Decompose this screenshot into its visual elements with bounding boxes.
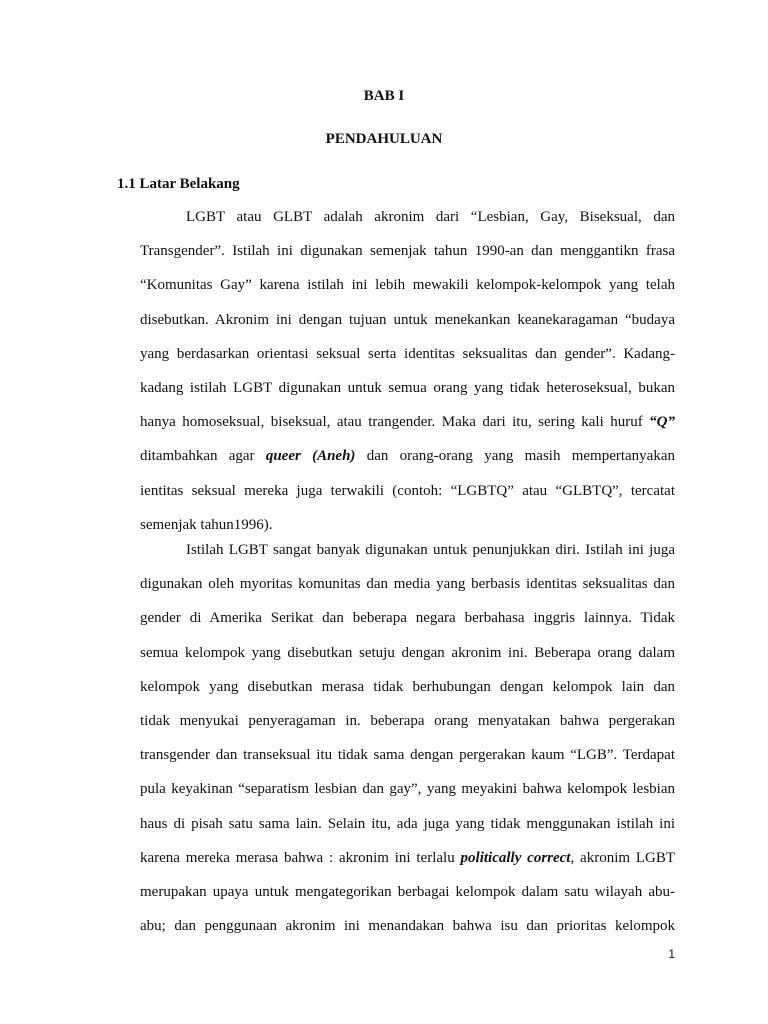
text-run: disebutkan. Akronim ini dengan tujuan untuk menekankan keanekaragaman “budaya: [140, 311, 675, 328]
text-line: [140, 405, 675, 439]
text-line: [140, 704, 675, 738]
text-run: Istilah LGBT sangat banyak digunakan untuk penunjukkan diri. Istilah ini juga: [186, 542, 675, 558]
text-line: [140, 807, 675, 841]
text-run: dan orang-orang yang masih mempertanyakan: [355, 448, 675, 465]
text-run: hanya homoseksual, biseksual, atau trangender. Maka dari itu, sering kali huruf: [140, 414, 650, 431]
text-run: Transgender”. Istilah ini digunakan semenjak tahun 1990-an dan menggantikn frasa: [140, 243, 675, 260]
emphasis-text: queer (Aneh): [265, 448, 356, 465]
text-line: [140, 371, 675, 405]
text-run: kadang istilah LGBT digunakan untuk semua orang yang tidak heteroseksual, bukan: [140, 379, 675, 396]
text-line: [140, 567, 675, 601]
text-run: semenjak tahun1996).: [140, 516, 273, 533]
text-line: [140, 841, 675, 875]
text-line: [140, 636, 675, 670]
text-line: [140, 303, 675, 337]
text-line: [140, 670, 675, 704]
chapter-heading: BAB I: [363, 88, 405, 104]
text-run: , akronim LGBT: [570, 849, 676, 866]
text-run: ientitas seksual mereka juga terwakili (contoh: “LGBTQ” atau “GLBTQ”, tercatat: [140, 482, 675, 499]
text-line: [140, 234, 675, 268]
text-line: [140, 268, 675, 302]
text-run: transgender dan transeksual itu tidak sama dengan pergerakan kaum “LGB”. Terdapat: [140, 747, 675, 764]
text-line: [140, 772, 675, 806]
text-line: [140, 601, 675, 635]
text-line: [140, 474, 675, 508]
text-run: gender di Amerika Serikat dan beberapa negara berbahasa inggris lainnya. Tidak: [140, 610, 675, 627]
text-run: tidak menyukai penyeragaman in. beberapa orang menyatakan bahwa pergerakan: [140, 712, 675, 729]
text-run: “Komunitas Gay” karena istilah ini lebih mewakili kelompok-kelompok yang telah: [140, 277, 675, 294]
text-run: digunakan oleh myoritas komunitas dan media yang berbasis identitas seksualitas dan: [140, 576, 675, 593]
page-number: 1: [668, 947, 675, 961]
emphasis-text: politically correct: [460, 849, 571, 866]
text-run: haus di pisah satu sama lain. Selain itu, ada juga yang tidak menggunakan istilah ini: [140, 815, 675, 832]
section-heading: 1.1 Latar Belakang: [117, 176, 240, 192]
text-line: [140, 200, 675, 234]
paragraph-1: [140, 200, 675, 542]
text-run: merupakan upaya untuk mengategorikan berbagai kelompok dalam satu wilayah abu-: [140, 883, 675, 900]
text-run: ditambahkan agar: [140, 448, 266, 465]
text-run: semua kelompok yang disebutkan setuju dengan akronim ini. Beberapa orang dalam: [140, 644, 675, 661]
text-run: LGBT atau GLBT adalah akronim dari “Lesbian, Gay, Biseksual, dan: [186, 209, 675, 225]
text-run: yang berdasarkan orientasi seksual serta identitas seksualitas dan gender”. Kadang-: [140, 345, 675, 362]
text-run: kelompok yang disebutkan merasa tidak berhubungan dengan kelompok lain dan: [140, 678, 675, 695]
text-run: karena mereka merasa bahwa : akronim ini terlalu: [140, 849, 461, 866]
text-line: [140, 439, 675, 473]
text-run: pula keyakinan “separatism lesbian dan gay”, yang meyakini bahwa kelompok lesbian: [140, 781, 675, 798]
paragraph-2: [140, 533, 675, 943]
text-line: [140, 337, 675, 371]
chapter-title: PENDAHULUAN: [325, 131, 443, 147]
text-run: abu; dan penggunaan akronim ini menandakan bahwa isu dan prioritas kelompok: [140, 918, 675, 935]
text-line: [140, 909, 675, 943]
emphasis-text: “Q”: [649, 414, 675, 431]
text-line: [140, 875, 675, 909]
text-line: [140, 533, 675, 567]
text-line: [140, 738, 675, 772]
